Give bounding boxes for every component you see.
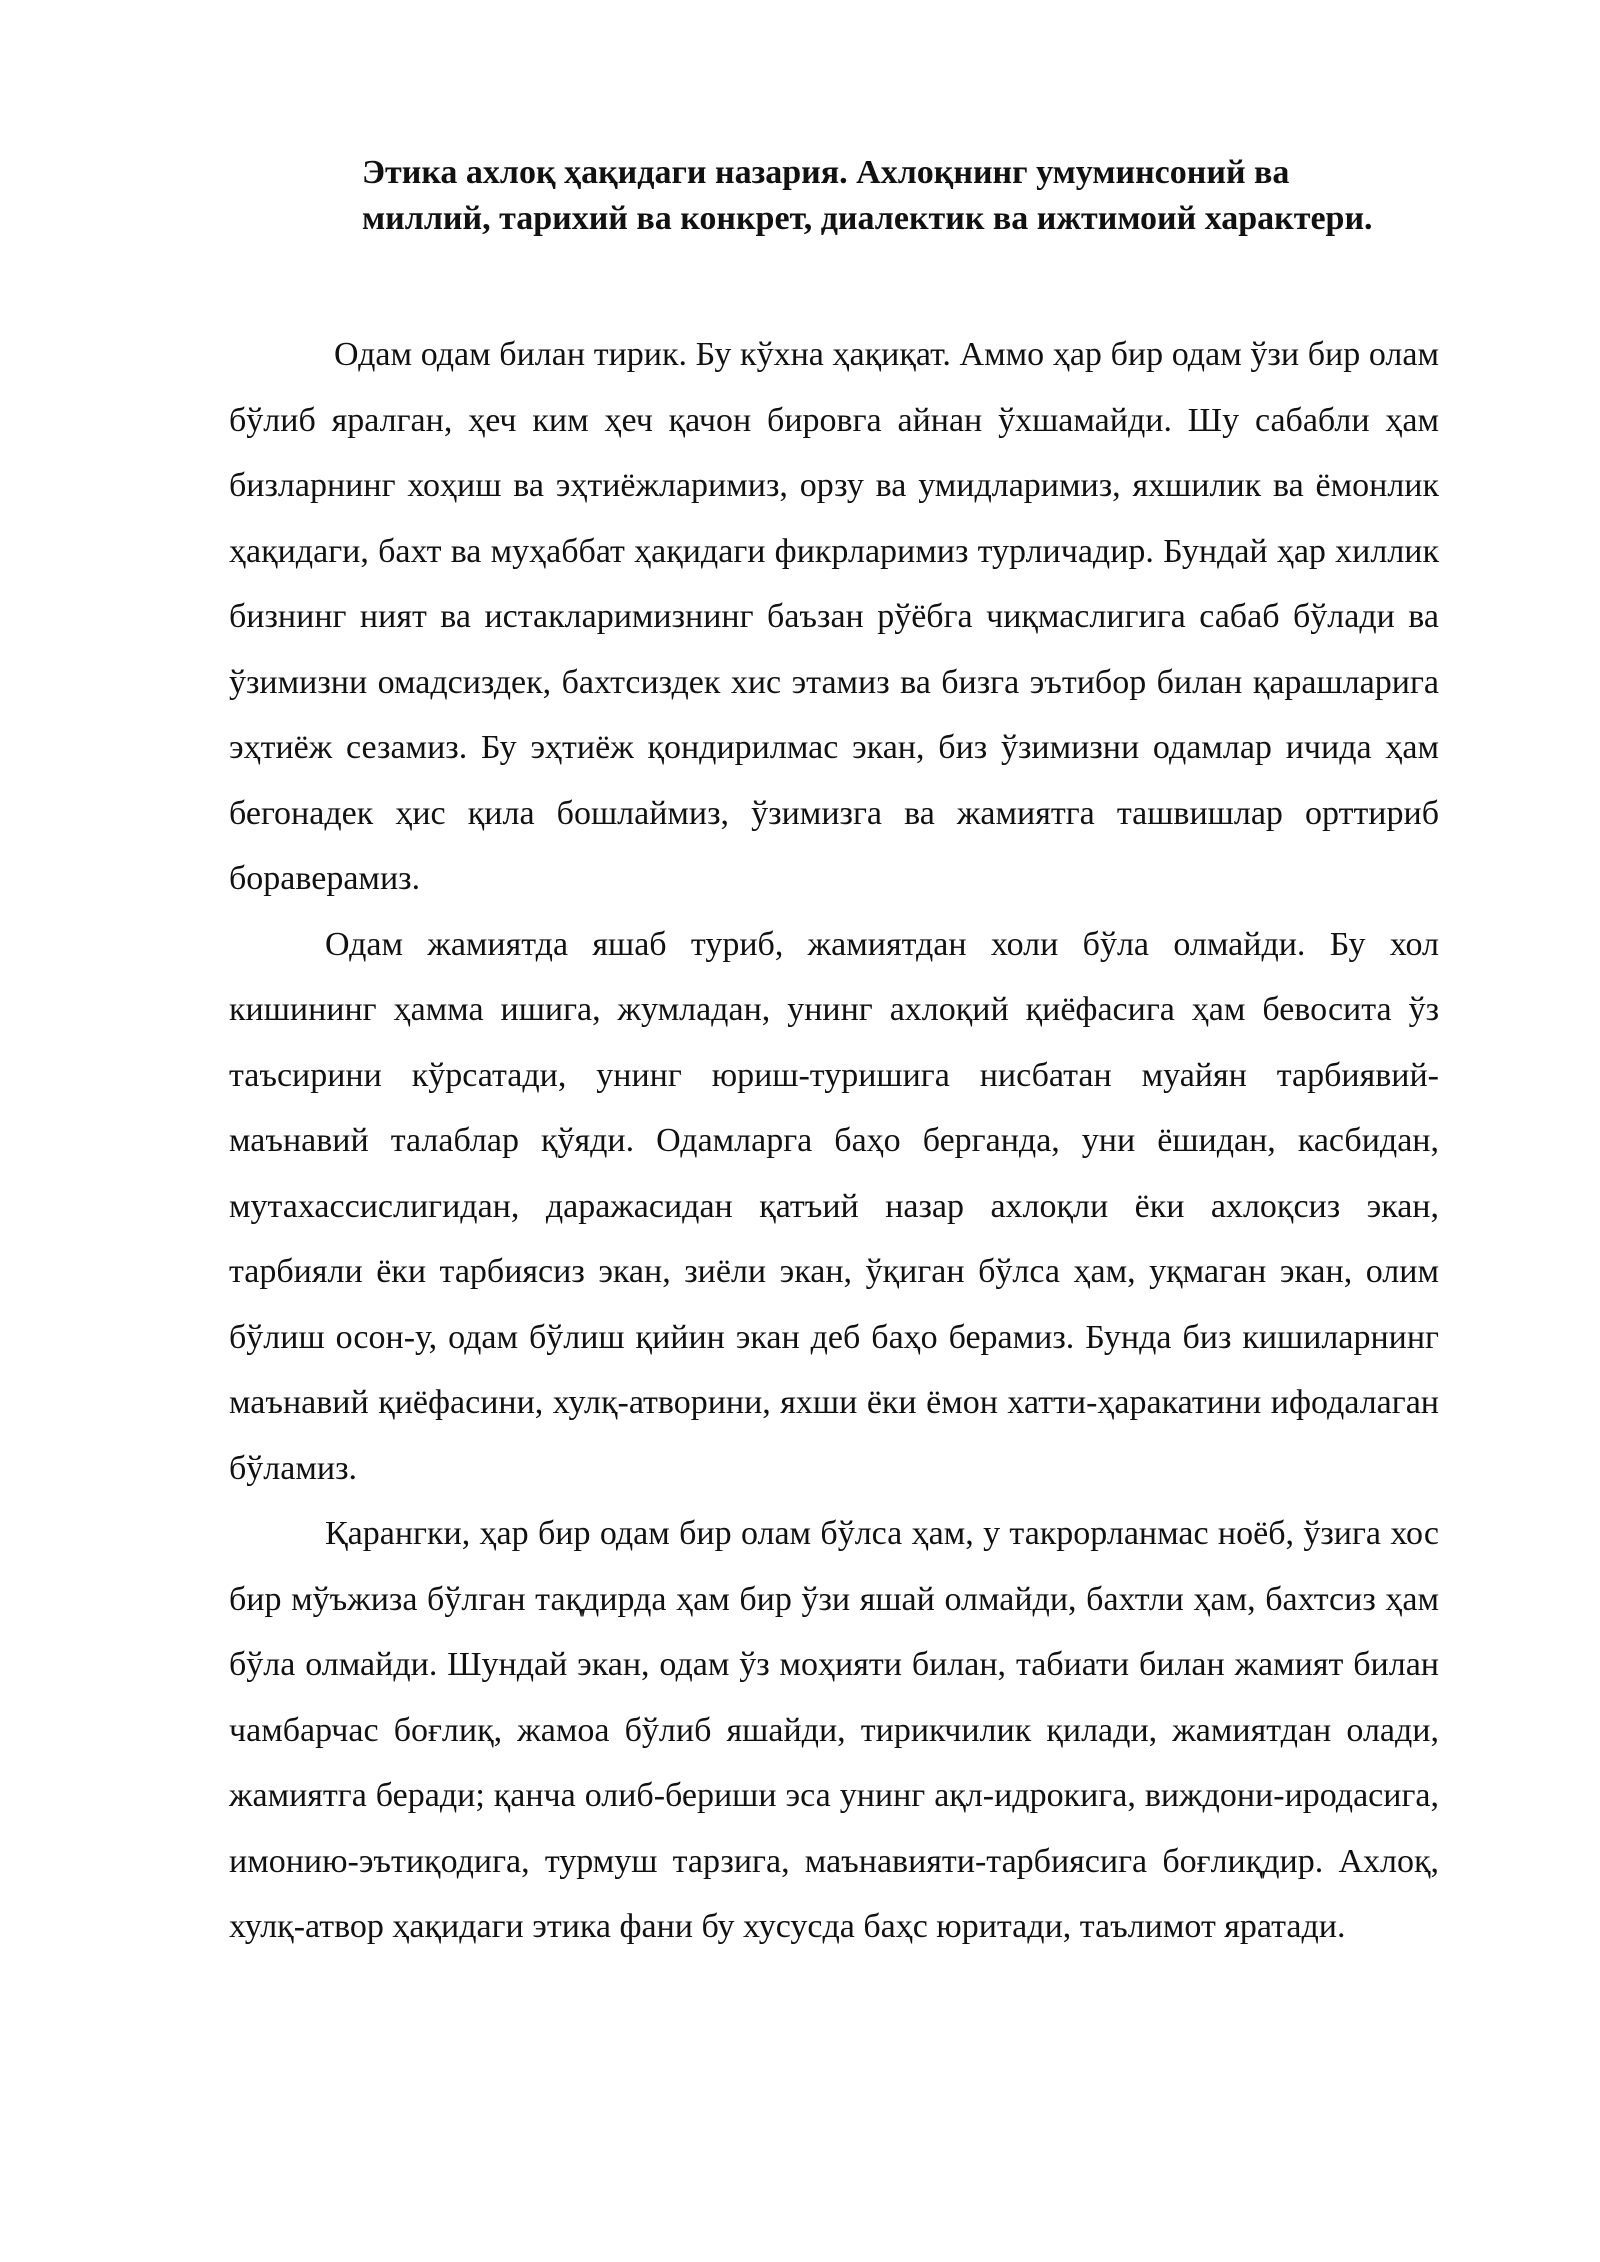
title-line-2: миллий, тарихий ва конкрет, диалектик ва ижтимоий характери. [362,200,1373,237]
document-title [362,150,1512,242]
paragraph-2: Одам жамиятда яшаб туриб, жамиятдан холи бўла олмайди. Бу хол кишининг ҳамма ишига, жумладан, унинг ахлоқий қиёфасига ҳам бевосита ўз таъсирини кўрсатади, унинг юриш-туришига нисбатан муайян тарбиявий-маънавий талаблар қўяди. Одамларга баҳо берганда, уни ёшидан, касбидан, мутахассислигидан, даражасидан қатъий назар ахлоқли ёки ахлоқсиз экан, тарбияли ёки тарбиясиз экан, зиёли экан, ўқиган бўлса ҳам, уқмаган экан, олим бўлиш осон-у, одам бўлиш қийин экан деб баҳо берамиз. Бунда биз кишиларнинг маънавий қиёфасини, хулқ-атворини, яхши ёки ёмон хатти-ҳаракатини ифодалаган бўламиз. [229,925,1439,1487]
title-line-1: Этика ахлоқ ҳақидаги назария. Ахлоқнинг умуминсоний ва [362,154,1290,191]
document-body [229,322,1439,1960]
paragraph-1: Одам одам билан тирик. Бу кўхна ҳақиқат. Аммо ҳар бир одам ўзи бир олам бўлиб яралган, ҳеч ким ҳеч қачон бировга айнан ўхшамайди. Шу сабабли ҳам бизларнинг хоҳиш ва эҳтиёжларимиз, орзу ва умидларимиз, яхшилик ва ёмонлик ҳақидаги, бахт ва муҳаббат ҳақидаги фикрларимиз турличадир. Бундай ҳар хиллик бизнинг ният ва истакларимизнинг баъзан рўёбга чиқмаслигига сабаб бўлади ва ўзимизни омадсиздек, бахтсиздек хис этамиз ва бизга эътибор билан қарашларига эҳтиёж сезамиз. Бу эҳтиёж қондирилмас экан, биз ўзимизни одамлар ичида ҳам бегонадек ҳис қила бошлаймиз, ўзимизга ва жамиятга ташвишлар орттириб бораверамиз. [229,336,1439,897]
paragraph-3: Қарангки, ҳар бир одам бир олам бўлса ҳам, у такрорланмас ноёб, ўзига хос бир мўъжиза бўлган тақдирда ҳам бир ўзи яшай олмайди, бахтли ҳам, бахтсиз ҳам бўла олмайди. Шундай экан, одам ўз моҳияти билан, табиати билан жамият билан чамбарчас боғлиқ, жамоа бўлиб яшайди, тирикчилик қилади, жамиятдан олади, жамиятга беради; қанча олиб-бериши эса унинг ақл-идрокига, виждони-иродасига, имонию-эътиқодига, турмуш тарзига, маънавияти-тарбиясига боғлиқдир. Ахлоқ, хулқ-атвор ҳақидаги этика фани бу хусусда баҳс юритади, таълимот яратади. [229,1515,1439,1945]
